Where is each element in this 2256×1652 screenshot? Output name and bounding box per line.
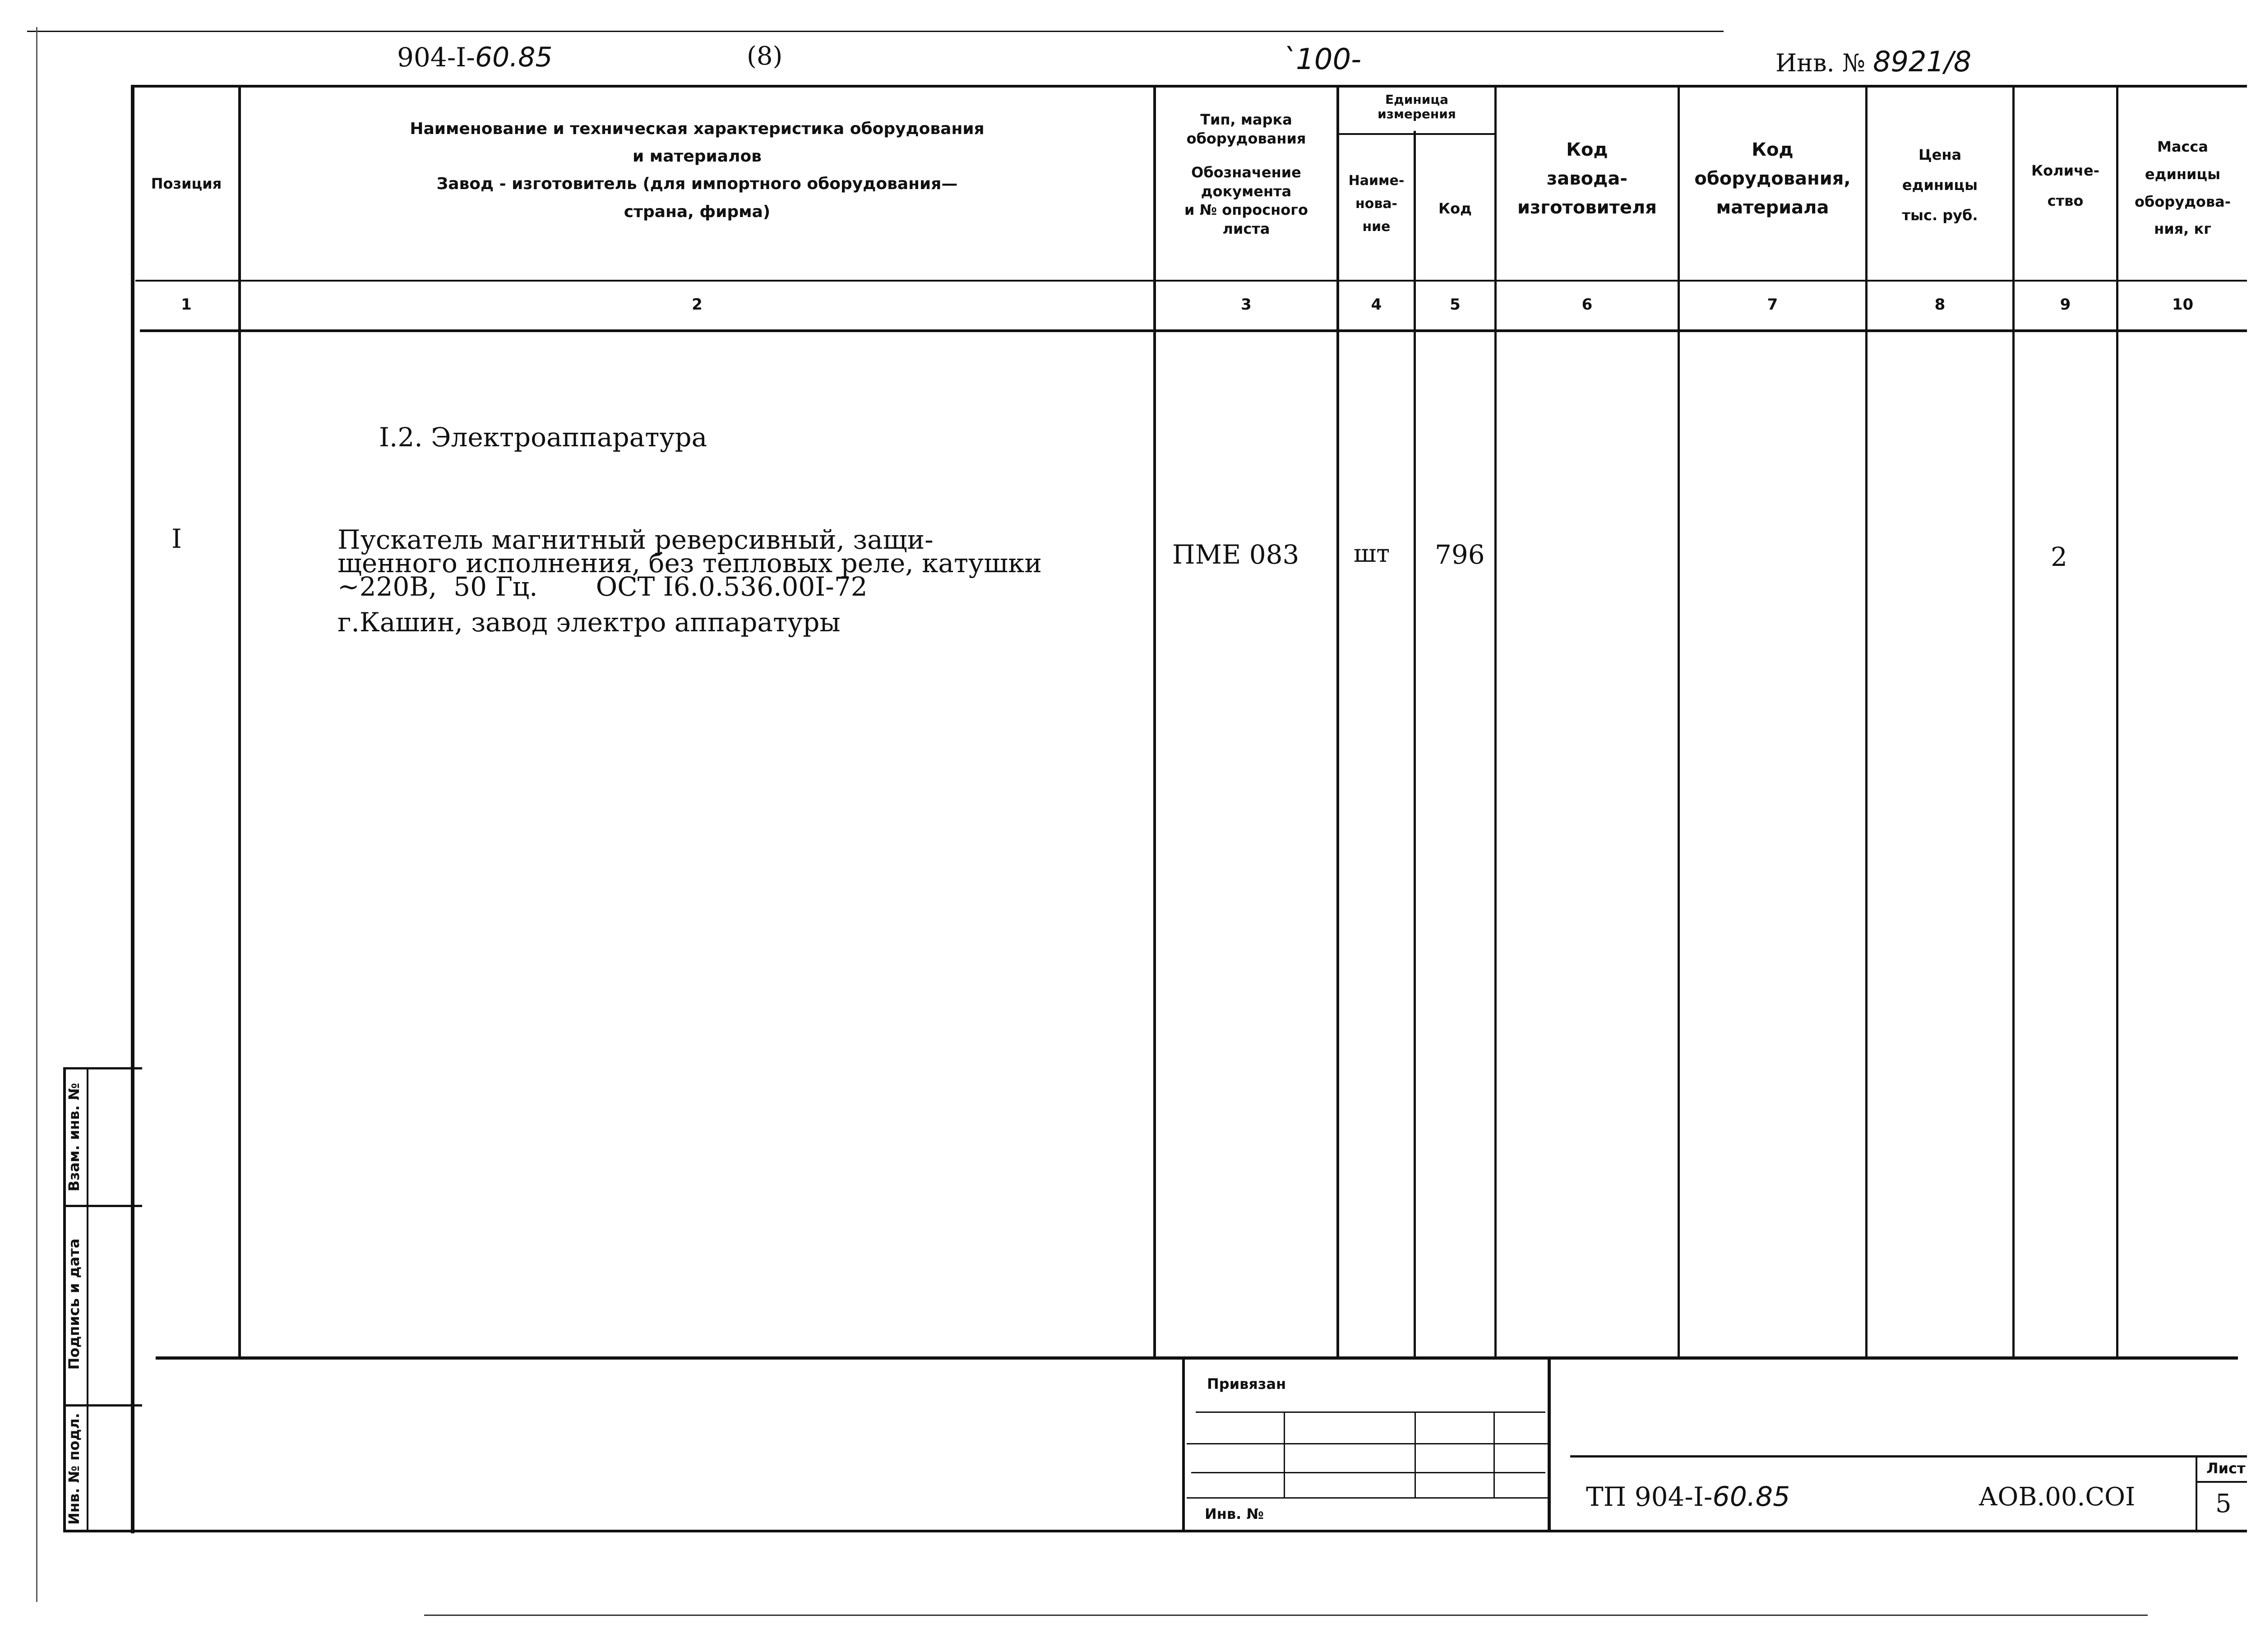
sheet-box-left [2196,1458,2197,1532]
header-price-line1: Цена [1918,146,1962,163]
title-doc-code-prefix: ТП 904-I- [1586,1481,1713,1512]
header-mass-line3: оборудова- [2134,193,2231,210]
col-divider-3 [1336,85,1339,1360]
row-manufacturer: г.Кашин, завод электро аппаратуры [337,607,841,638]
attached-label: Привязан [1207,1375,1286,1393]
col-divider-8 [2012,85,2015,1360]
stamp-frame-bottom [63,1530,2247,1532]
title-attach-box-left [1182,1356,1185,1532]
header-unit-name-line1: Наиме- [1348,173,1405,189]
column-number-4: 4 [1371,296,1382,314]
col-divider-6 [1678,85,1680,1360]
stamp-signature-date: Подпись и дата [65,1238,83,1370]
header-type-line1: Тип, марка [1200,111,1292,128]
col-divider-4 [1414,131,1416,1360]
row-name [337,524,1042,602]
column-number-10: 10 [2172,296,2194,314]
sheet-in-parens: (8) [747,42,783,71]
header-name [241,115,1153,226]
col-divider-2 [1153,85,1156,1360]
table-left-border [131,85,134,1533]
header-unit-line1: Единица [1385,92,1448,107]
inv-label: Инв. № [1775,49,1865,77]
header-mass [2118,133,2247,243]
header-mass-line4: ния, кг [2154,220,2211,238]
header-plant-code-line1: Код [1566,139,1608,160]
header-bottom-border [135,280,2247,282]
section-title: I.2. Электроаппаратура [379,422,707,453]
top-rule [27,31,1724,32]
inv-number: 8921/8 [1873,45,1972,78]
table-bottom-border [156,1356,2238,1360]
attach-grid-v1 [1284,1411,1285,1497]
header-plant-code-line3: изготовителя [1517,197,1657,218]
header-price-line3: тыс. руб. [1902,207,1978,224]
stamp-replaced-inv: Взам. инв. № [65,1083,83,1192]
header-type-line3: Обозначение [1191,164,1301,181]
numbers-bottom-border [140,329,2247,332]
header-quantity-line1: Количе- [2031,162,2099,179]
stamp-sep-1 [63,1205,142,1207]
doc-code-handwritten: 60.85 [475,42,553,73]
column-number-2: 2 [692,296,703,314]
col-divider-9 [2116,85,2118,1360]
row-unit-code: 796 [1435,539,1485,570]
bottom-page-rule [424,1615,2148,1616]
header-equipment-code [1680,135,1865,222]
col-divider-1 [238,85,241,1360]
row-unit-name: шт [1354,539,1390,568]
stamp-inner-line [87,1067,88,1532]
attach-grid-v3 [1493,1411,1495,1497]
row-name-line2: щенного исполнения, без тепловых реле, катушки [337,548,1042,578]
title-doc-designation: АОВ.00.COI [1979,1482,2136,1512]
header-name-line2: и материалов [633,147,762,166]
header-unit-group [1339,93,1494,121]
header-name-line3: Завод - изготовитель (для импортного оборудования— [436,175,958,194]
header-type-line4: документа [1201,182,1292,200]
column-number-1: 1 [181,296,192,314]
stamp-original-inv: Инв. № подл. [65,1413,83,1525]
column-number-9: 9 [2060,296,2071,314]
header-type-line5: и № опросного [1184,201,1308,219]
row-name-line3: ~220В, 50 Гц. ОСТ I6.0.536.00I-72 [337,571,868,602]
header-quantity [2015,156,2116,216]
header-quantity-line2: ство [2047,192,2084,210]
header-mass-line1: Масса [2157,138,2208,155]
header-unit-name-line3: ние [1362,219,1391,235]
header-equipment-code-line2: оборудования, [1694,168,1851,189]
header-position: Позиция [151,175,222,192]
header-type-line2: оборудования [1186,130,1306,147]
row-quantity: 2 [2051,541,2067,572]
sheet-box-sep [2196,1481,2247,1483]
doc-code-top [397,42,553,73]
page-left-edge [36,27,37,1602]
row-type: ПМЕ 083 [1172,539,1299,570]
column-number-5: 5 [1450,296,1461,314]
col-divider-5 [1494,85,1497,1360]
sheet-number: 5 [2215,1489,2232,1518]
attach-grid-h4 [1187,1497,1548,1499]
attach-grid-v2 [1415,1411,1416,1497]
col-divider-7 [1865,85,1868,1360]
header-unit-line2: измерения [1378,106,1456,122]
doc-code-prefix: 904-I- [397,42,475,73]
title-code-rule [1570,1455,2247,1458]
header-unit-name-line2: нова- [1355,196,1398,212]
header-price-line2: единицы [1902,176,1978,194]
inv-label-bottom: Инв. № [1205,1505,1264,1522]
page-number: `100- [1281,43,1362,76]
column-number-3: 3 [1241,296,1252,314]
header-mass-line2: единицы [2145,165,2221,183]
title-doc-code [1586,1481,1790,1513]
unit-group-divider [1336,133,1494,135]
header-equipment-code-line3: материала [1716,197,1829,218]
table-top-border [131,85,2247,88]
title-doc-code-handwritten: 60.85 [1712,1481,1790,1513]
column-number-6: 6 [1581,296,1593,314]
header-equipment-code-line1: Код [1752,139,1794,160]
header-name-line4: страна, фирма) [624,202,771,221]
row-position: I [171,523,182,554]
header-unit-code: Код [1438,200,1472,217]
header-plant-code [1497,135,1678,222]
header-plant-code-line2: завода- [1547,168,1627,189]
column-number-8: 8 [1934,296,1946,314]
attach-grid-h3 [1191,1472,1545,1473]
header-unit-name [1339,169,1414,238]
column-number-7: 7 [1767,296,1778,314]
attach-grid-h1 [1196,1411,1545,1413]
inv-number-top [1775,45,1971,78]
header-type [1156,111,1336,239]
title-attach-box-right [1548,1356,1551,1532]
row-name-line1: Пускатель магнитный реверсивный, защи- [337,524,934,555]
header-price [1868,140,2012,231]
sheet-label: Лист [2206,1460,2246,1477]
header-type-line6: листа [1222,220,1270,237]
header-name-line1: Наименование и техническая характеристика оборудования [410,120,985,138]
